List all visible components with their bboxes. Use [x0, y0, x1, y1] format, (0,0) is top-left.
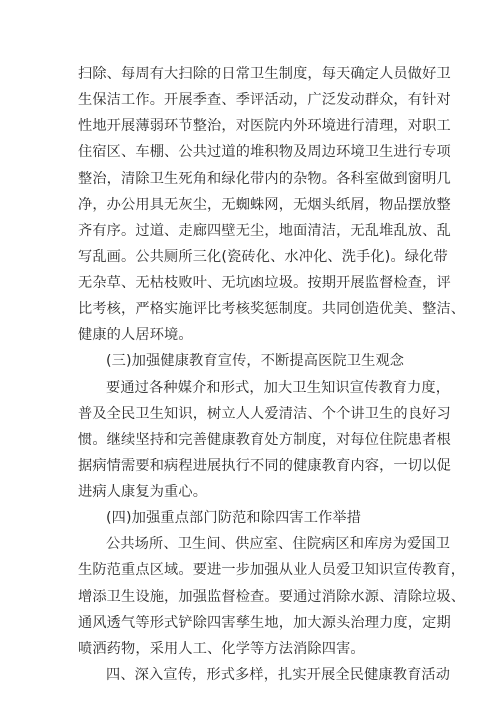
- body-text-line: 扫除、每周有大扫除的日常卫生制度，每天确定人员做好卫: [78, 66, 451, 82]
- body-text-line: 进病人康复为重心。: [78, 484, 208, 500]
- body-text-line: 性地开展薄弱环节整治，对医院内外环境进行清理，对职工: [78, 118, 451, 135]
- body-text-line: 普及全民卫生知识，树立人人爱清洁、个个讲卫生的良好习: [78, 405, 451, 422]
- body-text-line: 喷洒药物，采用人工、化学等方法消除四害。: [78, 640, 365, 657]
- body-text-line: 通风透气等形式铲除四害孳生地，加大源头治理力度，定期: [78, 614, 451, 631]
- section-heading-4: (四)加强重点部门防范和除四害工作举措: [106, 510, 362, 527]
- body-text-line: 净，办公用具无灰尘，无蜘蛛网，无烟头纸屑，物品摆放整: [78, 196, 451, 213]
- body-text-line: 齐有序。过道、走廊四壁无尘，地面清洁，无乱堆乱放、乱: [78, 222, 451, 239]
- body-text-line: 生防范重点区域。要进一步加强从业人员爱卫知识宣传教育，: [78, 562, 466, 579]
- body-text-line: 比考核，严格实施评比考核奖惩制度。共同创造优美、整洁、: [78, 301, 466, 318]
- body-text-line: 整治，清除卫生死角和绿化带内的杂物。各科室做到窗明几: [78, 170, 451, 187]
- body-text-line: 住宿区、车棚、公共过道的堆积物及周边环境卫生进行专项: [78, 144, 451, 161]
- body-text-line: 无杂草、无枯枝败叶、无坑凼垃圾。按期开展监督检查，评: [78, 275, 451, 291]
- body-text-line: 增添卫生设施，加强监督检查。要通过消除水源、清除垃圾、: [78, 588, 466, 605]
- body-text-line: 健康的人居环境。: [78, 327, 193, 344]
- body-text-line: 据病情需要和病程进展执行不同的健康教育内容，一切以促: [78, 457, 451, 474]
- paragraph-first-line: 公共场所、卫生间、供应室、住院病区和库房为爱国卫: [106, 536, 451, 553]
- section-heading-3: (三)加强健康教育宣传，不断提高医院卫生观念: [106, 353, 405, 370]
- paragraph-first-line: 要通过各种媒介和形式，加大卫生知识宣传教育力度，: [106, 379, 451, 396]
- body-text-line: 写乱画。公共厕所三化(瓷砖化、水冲化、洗手化)。绿化带: [78, 248, 448, 265]
- section-heading-part-4: 四、深入宣传，形式多样，扎实开展全民健康教育活动: [106, 666, 451, 683]
- body-text-line: 生保洁工作。开展季查、季评活动，广泛发动群众，有针对: [78, 92, 451, 109]
- body-text-line: 惯。继续坚持和完善健康教育处方制度，对每位住院患者根: [78, 431, 451, 448]
